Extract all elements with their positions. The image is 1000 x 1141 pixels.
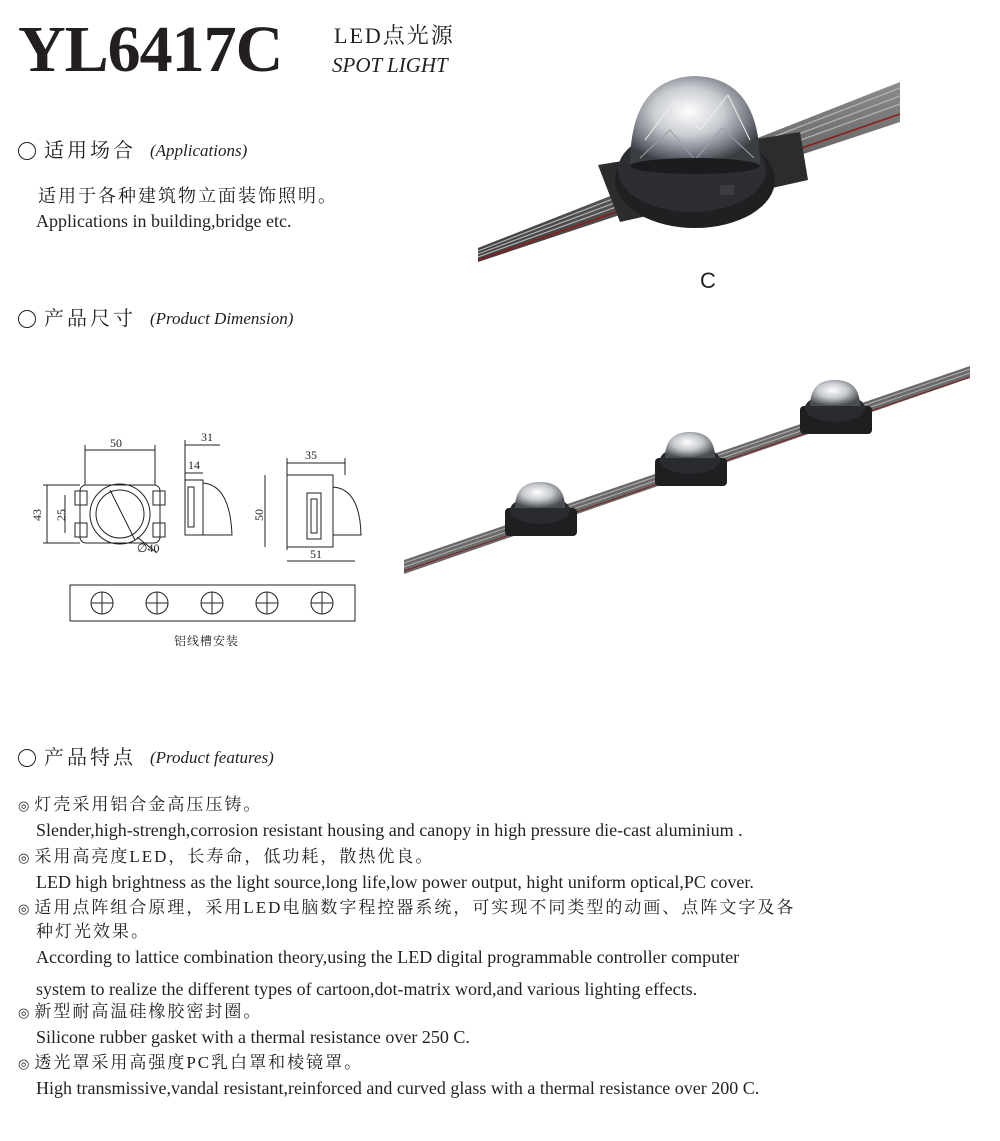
bullet-icon: ◎ [18, 851, 32, 866]
bullet-icon: ◎ [18, 1006, 32, 1021]
applications-heading [18, 138, 247, 164]
applications-text-cn: 适用于各种建筑物立面装饰照明。 [38, 186, 338, 206]
section-circle-icon [18, 142, 36, 160]
spot-light-2 [655, 432, 727, 486]
dimension-drawing [25, 425, 370, 635]
feature-5-cn: 透光罩采用高强度PC乳白罩和棱镜罩。 [34, 1053, 364, 1072]
features-title-cn: 产品特点 [44, 747, 136, 769]
applications-title-en: (Applications) [150, 141, 248, 160]
product-chain-photo [400, 360, 975, 580]
features-heading [18, 745, 274, 771]
feature-4-en: Silicone rubber gasket with a thermal resistance over 250 C. [36, 1027, 470, 1047]
subtitle-en: SPOT LIGHT [332, 53, 448, 77]
dim-25: 25 [54, 509, 68, 521]
dimension-title-cn: 产品尺寸 [44, 308, 136, 330]
feature-item [18, 794, 978, 842]
dim-35: 35 [305, 448, 317, 462]
feature-3-en-line2: system to realize the different types of cartoon,dot-matrix word,and various lighting effects. [36, 979, 698, 999]
feature-3-cn: 适用点阵组合原理，采用LED电脑数字程控器系统，可实现不同类型的动画、点阵文字及各 [34, 898, 796, 917]
bullet-icon: ◎ [18, 902, 32, 917]
model-number: YL6417C [18, 13, 283, 86]
dim-50-top: 50 [110, 436, 122, 450]
feature-5-en: High transmissive,vandal resistant,reinforced and curved glass with a thermal resistance over 200 C. [36, 1078, 760, 1098]
feature-3-en: According to lattice combination theory,using the LED digital programmable controller computer [36, 947, 740, 967]
applications-title-cn: 适用场合 [44, 140, 136, 162]
feature-item [18, 897, 978, 1001]
dim-31: 31 [201, 430, 213, 444]
feature-item [18, 846, 978, 894]
feature-item [18, 1001, 978, 1049]
feature-3-cn-line2: 种灯光效果。 [36, 922, 150, 941]
feature-1-en: Slender,high-strengh,corrosion resistant housing and canopy in high pressure die-cast aluminium . [36, 820, 743, 840]
spot-light-3 [800, 380, 872, 434]
feature-1-cn: 灯壳采用铝合金高压压铸。 [34, 795, 263, 814]
spot-light-dome [630, 76, 760, 174]
feature-4-cn: 新型耐高温硅橡胶密封圈。 [34, 1002, 263, 1021]
section-circle-icon [18, 749, 36, 767]
mount-label: 铝线槽安装 [174, 634, 240, 648]
dimension-title-en: (Product Dimension) [150, 309, 294, 328]
bullet-icon: ◎ [18, 799, 32, 814]
product-photo-caption: C [700, 268, 716, 293]
dim-51: 51 [310, 547, 322, 561]
dimension-heading [18, 306, 293, 332]
dim-43: 43 [30, 509, 44, 521]
features-title-en: (Product features) [150, 748, 274, 767]
dim-40: ∅40 [137, 541, 160, 555]
spot-light-1 [505, 482, 577, 536]
product-photo [470, 70, 910, 270]
feature-2-cn: 采用高亮度LED，长寿命，低功耗，散热优良。 [34, 847, 435, 866]
feature-item [18, 1052, 978, 1100]
dim-14: 14 [188, 458, 200, 472]
section-circle-icon [18, 310, 36, 328]
bullet-icon: ◎ [18, 1057, 32, 1072]
applications-text-en: Applications in building,bridge etc. [36, 211, 292, 231]
feature-2-en: LED high brightness as the light source,long life,low power output, hight uniform optical,PC cover. [36, 872, 754, 892]
subtitle-cn: LED点光源 [334, 23, 455, 48]
dim-50-side: 50 [252, 509, 266, 521]
